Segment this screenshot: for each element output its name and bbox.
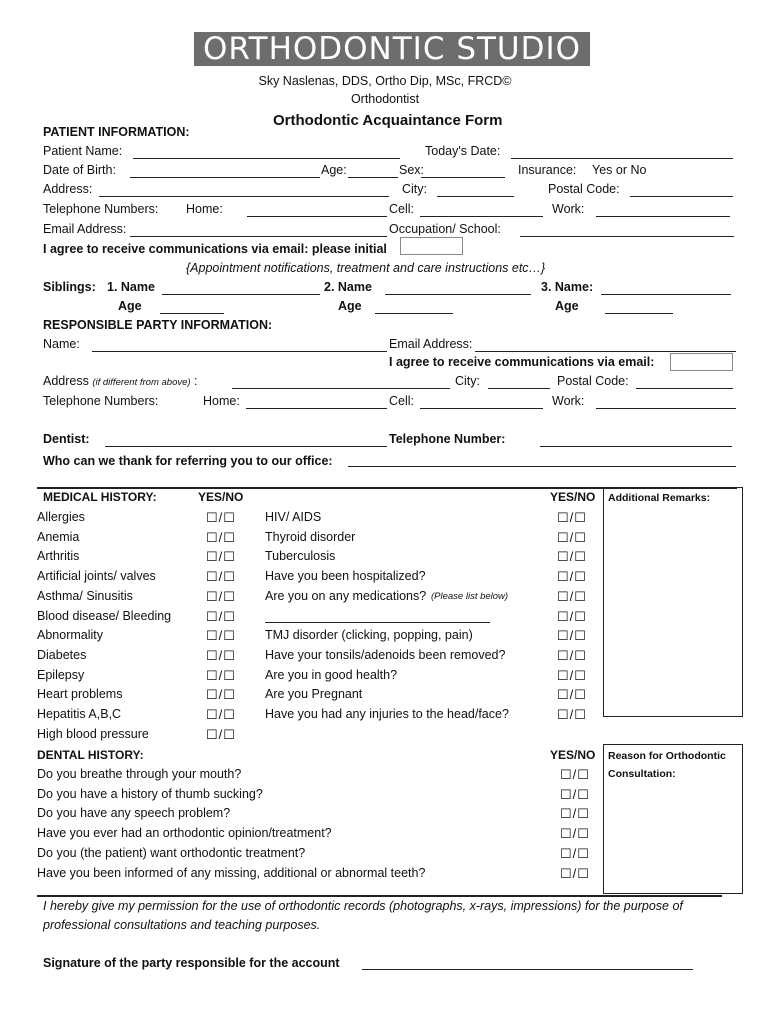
insurance-options[interactable]: Yes or No <box>592 163 647 177</box>
medical-item-left: Artificial joints/ valves <box>37 569 156 584</box>
email-field[interactable] <box>130 236 387 237</box>
medical-item-left: Anemia <box>37 529 80 544</box>
sex-label: Sex: <box>399 163 425 177</box>
medical-left-checkbox[interactable]: ☐/☐ <box>206 667 236 683</box>
dental-question: Do you breathe through your mouth? <box>37 767 242 781</box>
footer-divider <box>37 895 722 897</box>
responsible-home-field[interactable] <box>246 408 387 409</box>
dental-question: Do you have a history of thumb sucking? <box>37 786 263 801</box>
medical-item-right: Tuberculosis <box>265 549 336 564</box>
responsible-phone-label: Telephone Numbers: <box>43 394 159 408</box>
consultation-reason-box[interactable] <box>603 744 743 894</box>
sibling1-age-label: Age <box>118 299 142 313</box>
medical-right-checkbox[interactable]: ☐/☐ <box>557 647 587 663</box>
medical-item-right: Are you on any medications? <box>265 588 427 603</box>
home-phone-field[interactable] <box>247 216 387 217</box>
medical-left-checkbox[interactable]: ☐/☐ <box>206 588 236 604</box>
medications-list-field[interactable] <box>265 622 490 623</box>
medical-right-checkbox[interactable]: ☐/☐ <box>557 707 587 722</box>
medical-left-checkbox[interactable]: ☐/☐ <box>206 726 236 742</box>
sibling3-age-label: Age <box>555 299 579 313</box>
medical-item-right: Thyroid disorder <box>265 529 356 544</box>
dental-section-title: DENTAL HISTORY: <box>37 748 144 762</box>
postal-field[interactable] <box>630 196 733 197</box>
medical-right-checkbox[interactable]: ☐/☐ <box>557 687 587 703</box>
additional-remarks-box[interactable] <box>603 487 743 717</box>
home-label: Home: <box>186 202 223 216</box>
referral-label: Who can we thank for referring you to our office: <box>43 454 333 468</box>
medical-item-right: Have your tonsils/adenoids been removed? <box>265 647 506 662</box>
email-label: Email Address: <box>43 222 127 236</box>
patient-section-title: PATIENT INFORMATION: <box>43 125 190 139</box>
responsible-home-label: Home: <box>203 394 240 408</box>
dental-checkbox[interactable]: ☐/☐ <box>560 806 590 822</box>
responsible-consent-box[interactable] <box>670 353 733 371</box>
medical-item-right: Are you Pregnant <box>265 687 363 702</box>
cell-label: Cell: <box>389 202 415 216</box>
dob-field[interactable] <box>130 177 320 178</box>
dental-checkbox[interactable]: ☐/☐ <box>560 865 590 881</box>
responsible-address-note: (if different from above) <box>92 377 191 388</box>
medical-right-checkbox[interactable]: ☐/☐ <box>557 588 587 604</box>
doctor-name: Sky Naslenas, DDS, Ortho Dip, MSc, FRCD© <box>258 74 512 88</box>
patient-name-label: Patient Name: <box>43 144 123 158</box>
medical-left-checkbox[interactable]: ☐/☐ <box>206 569 236 585</box>
medical-yesno-header-2: YES/NO <box>550 490 596 504</box>
phone-label: Telephone Numbers: <box>43 202 159 216</box>
signature-field[interactable] <box>362 969 693 970</box>
responsible-name-label: Name: <box>43 337 80 351</box>
dental-checkbox[interactable]: ☐/☐ <box>560 826 590 842</box>
email-consent-initial-box[interactable] <box>400 237 463 255</box>
medical-item-left: Blood disease/ Bleeding <box>37 608 172 623</box>
medical-item-left: Hepatitis A,B,C <box>37 707 122 721</box>
responsible-address-label: Address (if different from above) : <box>43 374 198 388</box>
dental-checkbox[interactable]: ☐/☐ <box>560 786 590 802</box>
siblings-label: Siblings: <box>43 280 96 294</box>
occupation-field[interactable] <box>520 236 734 237</box>
responsible-section-title: RESPONSIBLE PARTY INFORMATION: <box>43 318 273 332</box>
insurance-label: Insurance: <box>518 163 577 177</box>
medical-right-checkbox[interactable]: ☐/☐ <box>557 667 587 683</box>
dental-question: Do you (the patient) want orthodontic treatment? <box>37 845 306 860</box>
permission-text-2: professional consultations and teaching purposes. <box>43 918 321 932</box>
occupation-label: Occupation/ School: <box>389 222 501 236</box>
dentist-label: Dentist: <box>43 432 90 446</box>
sibling3-name-field[interactable] <box>601 294 731 295</box>
responsible-work-field[interactable] <box>596 408 736 409</box>
responsible-address-field[interactable] <box>232 388 450 389</box>
medical-left-checkbox[interactable]: ☐/☐ <box>206 608 236 624</box>
medical-left-checkbox[interactable]: ☐/☐ <box>206 687 236 703</box>
dentist-phone-label: Telephone Number: <box>389 432 506 446</box>
work-label: Work: <box>552 202 585 216</box>
medical-yesno-header: YES/NO <box>198 490 244 504</box>
responsible-cell-field[interactable] <box>420 408 543 409</box>
medical-item-right: Are you in good health? <box>265 667 398 682</box>
responsible-postal-label: Postal Code: <box>557 374 629 388</box>
age-field[interactable] <box>348 177 398 178</box>
todays-date-field[interactable] <box>511 158 733 159</box>
sex-field[interactable] <box>421 177 505 178</box>
responsible-city-field[interactable] <box>488 388 550 389</box>
consultation-reason-label-2: Consultation: <box>608 768 676 780</box>
patient-name-field[interactable] <box>133 158 400 159</box>
dentist-field[interactable] <box>105 446 387 447</box>
medical-item-left: Allergies <box>37 510 85 524</box>
medical-right-checkbox[interactable]: ☐/☐ <box>557 529 587 545</box>
medical-right-checkbox[interactable]: ☐/☐ <box>557 569 587 585</box>
sibling2-name-label: 2. Name <box>324 280 372 294</box>
medications-note: (Please list below) <box>431 590 509 602</box>
medical-section-title: MEDICAL HISTORY: <box>43 490 157 504</box>
city-label: City: <box>402 182 427 196</box>
medical-item-right: Have you had any injuries to the head/face? <box>265 707 509 721</box>
medical-left-checkbox[interactable]: ☐/☐ <box>206 647 236 663</box>
sibling2-name-field[interactable] <box>385 294 531 295</box>
doctor-role: Orthodontist <box>350 92 420 106</box>
medical-item-left: Abnormality <box>37 628 103 643</box>
medical-item-left: Arthritis <box>37 549 80 564</box>
responsible-postal-field[interactable] <box>636 388 733 389</box>
medical-right-checkbox[interactable]: ☐/☐ <box>557 549 587 565</box>
signature-label: Signature of the party responsible for the account <box>43 956 340 970</box>
sibling1-name-field[interactable] <box>162 294 320 295</box>
medical-left-checkbox[interactable]: ☐/☐ <box>206 628 236 644</box>
dental-checkbox[interactable]: ☐/☐ <box>560 845 590 861</box>
form-title: Orthodontic Acquaintance Form <box>273 112 503 129</box>
medical-right-checkbox[interactable]: ☐/☐ <box>557 628 587 644</box>
dental-question: Do you have any speech problem? <box>37 806 231 821</box>
medical-left-checkbox[interactable]: ☐/☐ <box>206 510 236 525</box>
medical-right-checkbox[interactable]: ☐/☐ <box>557 510 587 525</box>
sibling3-age-field[interactable] <box>605 313 673 314</box>
studio-logo: ORTHODONTIC STUDIO <box>194 32 590 66</box>
responsible-email-label: Email Address: <box>389 337 473 351</box>
dental-question: Have you been informed of any missing, additional or abnormal teeth? <box>37 865 426 880</box>
dentist-phone-field[interactable] <box>540 446 732 447</box>
medical-item-left: High blood pressure <box>37 726 149 741</box>
email-consent-label: I agree to receive communications via email: please initial <box>43 242 387 256</box>
email-consent-note: {Appointment notifications, treatment and care instructions etc…} <box>186 261 546 275</box>
sibling2-age-field[interactable] <box>375 313 453 314</box>
sibling2-age-label: Age <box>338 299 362 313</box>
medical-item-right: HIV/ AIDS <box>265 510 322 524</box>
medical-left-checkbox[interactable]: ☐/☐ <box>206 707 236 722</box>
city-field[interactable] <box>437 196 514 197</box>
responsible-consent-label: I agree to receive communications via email: <box>389 355 655 369</box>
responsible-email-field[interactable] <box>475 351 736 352</box>
consultation-reason-label-1: Reason for Orthodontic <box>608 750 726 762</box>
responsible-city-label: City: <box>455 374 480 388</box>
age-label: Age: <box>321 163 347 177</box>
postal-label: Postal Code: <box>548 182 620 196</box>
sibling3-name-label: 3. Name: <box>541 280 594 294</box>
address-label: Address: <box>43 182 93 196</box>
responsible-work-label: Work: <box>552 394 585 408</box>
address-field[interactable] <box>99 196 389 197</box>
medical-item-right: Have you been hospitalized? <box>265 569 426 584</box>
medical-item-left: Asthma/ Sinusitis <box>37 588 133 603</box>
dob-label: Date of Birth: <box>43 163 116 177</box>
medical-item-right: TMJ disorder (clicking, popping, pain) <box>265 628 473 643</box>
dental-checkbox[interactable]: ☐/☐ <box>560 767 590 782</box>
responsible-name-field[interactable] <box>92 351 387 352</box>
medical-item-left: Heart problems <box>37 687 123 702</box>
todays-date-label: Today's Date: <box>425 144 501 158</box>
referral-field[interactable] <box>348 466 736 467</box>
responsible-cell-label: Cell: <box>389 394 415 408</box>
sibling1-age-field[interactable] <box>160 313 224 314</box>
work-phone-field[interactable] <box>596 216 730 217</box>
medical-left-checkbox[interactable]: ☐/☐ <box>206 529 236 545</box>
dental-yesno-header: YES/NO <box>550 748 596 762</box>
medical-item-left: Epilepsy <box>37 667 85 682</box>
sibling1-name-label: 1. Name <box>107 280 155 294</box>
medical-right-checkbox[interactable]: ☐/☐ <box>557 608 587 624</box>
additional-remarks-label: Additional Remarks: <box>608 492 711 504</box>
medical-item-left: Diabetes <box>37 647 87 662</box>
cell-phone-field[interactable] <box>420 216 543 217</box>
medical-left-checkbox[interactable]: ☐/☐ <box>206 549 236 565</box>
permission-text-1: I hereby give my permission for the use of orthodontic records (photographs, x-rays, impressions) for the purpose of <box>43 899 683 913</box>
dental-question: Have you ever had an orthodontic opinion/treatment? <box>37 826 332 841</box>
